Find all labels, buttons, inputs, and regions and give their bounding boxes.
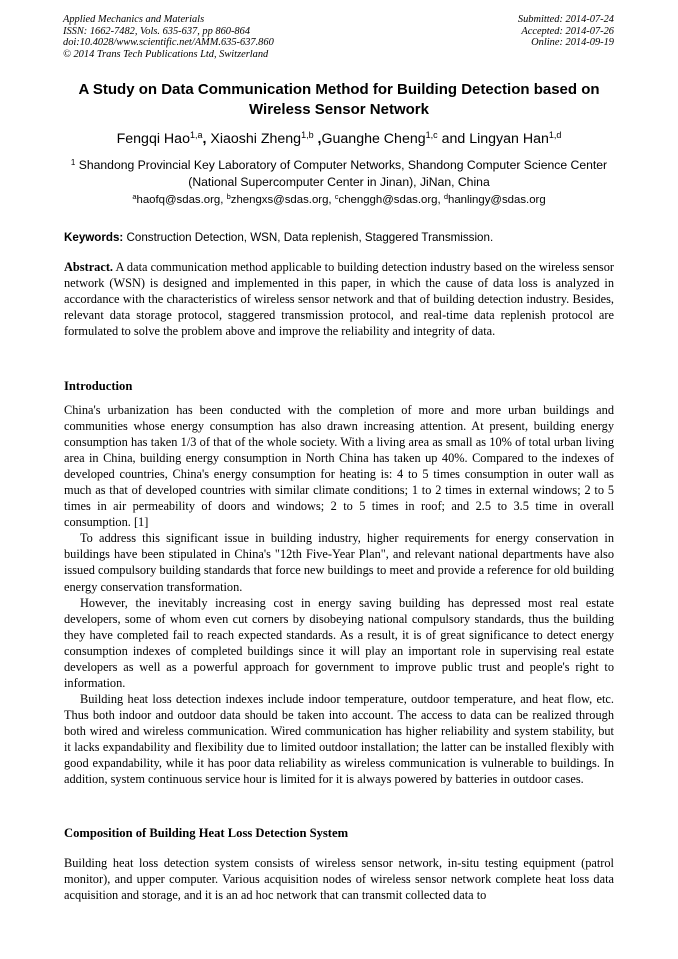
email-address: haofq@sdas.org, xyxy=(136,194,227,206)
section-heading-introduction: Introduction xyxy=(64,379,133,393)
email-mark: c xyxy=(334,192,339,201)
section-heading-composition: Composition of Building Heat Loss Detection System xyxy=(64,826,349,840)
author-separator: and xyxy=(437,131,470,147)
copyright-line: © 2014 Trans Tech Publications Ltd, Switzerland xyxy=(63,48,269,60)
author-name: Fengqi Hao xyxy=(116,131,190,147)
submitted-date: Submitted: 2014-07-24 xyxy=(517,14,614,25)
paper-title: A Study on Data Communication Method for Building Detection based on Wireless Sensor Network xyxy=(78,81,600,118)
paragraph: To address this significant issue in building industry, higher requirements for energy conservation in buildings have been stipulated in China's "12th Five-Year Plan", and relevant national departments have also issued compulsory building standards that force new buildings to meet and provide a reference for old building energy conservation transformation. xyxy=(64,531,614,594)
author-affiliation-mark: 1,c xyxy=(425,130,438,140)
paragraph: Building heat loss detection indexes include indoor temperature, outdoor temperature, and heat flow, etc. Thus both indoor and outdoor data should be taken into account. The access to data can be realized through both wired and wireless communication. Wired communication has higher reliability and system stability, but it lacks expandability and flexibility due to limited outdoor installation; the latter can be installed flexibly with good expandability, while it has poor data reliability as wireless communication is vulnerable to buildings. In addition, system continuous service hour is limited for it is always powered by batteries in outdoor cases. xyxy=(64,691,614,787)
author-name: Xiaoshi Zheng xyxy=(210,131,302,147)
author-name: Lingyan Han xyxy=(469,131,549,147)
composition-body xyxy=(64,855,614,903)
introduction-body xyxy=(64,402,614,787)
affiliation xyxy=(40,157,638,190)
paragraph: China's urbanization has been conducted with the completion of more and more urban buildings and communities whose energy consumption has also drawn increasing attention. At present, building energy consumption has taken 1/3 of that of the whole society. With a living area as small as 10% of total urban living area in China, building energy consumption in North China has taken up 40%. Compared to the indexes of developed countries, China's energy consumption for heating is: 4 to 5 times consumption in outer wall as much as that of developed countries with similar climate conditions; 1 to 2 times in external windows; 2 to 5 times in air permeability of doors and windows; 2 to 5 times in roof; and 2.5 to 3.5 time in overall consumption. [1] xyxy=(64,403,614,530)
publication-dates xyxy=(518,14,614,49)
author-separator: , xyxy=(313,131,322,147)
affiliation-line-1: Shandong Provincial Key Laboratory of Computer Networks, Shandong Computer Science Center xyxy=(75,158,608,172)
email-mark: b xyxy=(226,192,231,201)
journal-name: Applied Mechanics and Materials xyxy=(63,14,205,25)
keywords-text: Construction Detection, WSN, Data replenish, Staggered Transmission. xyxy=(123,231,494,244)
keywords-label: Keywords: xyxy=(64,231,124,244)
author-name: Guanghe Cheng xyxy=(321,131,426,147)
online-date: Online: 2014-09-19 xyxy=(531,37,614,49)
email-address: hanlingy@sdas.org xyxy=(447,194,546,206)
affiliation-line-2: (National Supercomputer Center in Jinan), JiNan, China xyxy=(188,174,490,189)
author-affiliation-mark: 1,a xyxy=(189,130,203,140)
paragraph: However, the inevitably increasing cost in energy saving building has depressed most real estate developers, some of whom even cut corners by disobeying national compulsory standards, thus the building they have completed fail to reach expected standards. As a result, it is of great significance to detect energy consumption indexes of completed buildings since it will play an important role in supervising real estate developers as well as a powerful approach for government to improve public trust and people's right to information. xyxy=(64,595,614,690)
journal-info xyxy=(63,14,274,60)
affiliation-mark: 1 xyxy=(70,158,76,167)
email-address: chenggh@sdas.org, xyxy=(338,194,444,206)
abstract-text: A data communication method applicable to building detection industry based on the wireless sensor network (WSN) is designed and implemented in this paper, in which the cause of data loss is analyzed in accordance with the characteristics of wireless sensor network and that of building detection industry. Besides, relevant data storage protocol, staggered transmission protocol, and real-time data replenish protocol are formulated to solve the problem above and improve the reliability and integrity of data. xyxy=(64,260,614,339)
email-address: zhengxs@sdas.org, xyxy=(230,194,335,206)
keywords xyxy=(64,231,616,245)
email-mark: d xyxy=(443,192,448,201)
issn-line: ISSN: 1662-7482, Vols. 635-637, pp 860-864 xyxy=(63,25,251,37)
paragraph: Building heat loss detection system consists of wireless sensor network, in-situ testing equipment (patrol monitor), and upper computer. Various acquisition nodes of wireless sensor network complete heat loss data acquisition and storage, and it is an ad hoc network that can transmit collected data to xyxy=(64,856,614,903)
email-mark: a xyxy=(132,192,137,201)
author-affiliation-mark: 1,b xyxy=(301,130,314,140)
author-emails xyxy=(40,193,638,207)
abstract xyxy=(64,259,614,339)
author-affiliation-mark: 1,d xyxy=(548,130,562,140)
author-separator: , xyxy=(202,131,211,147)
doi-line: doi:10.4028/www.scientific.net/AMM.635-637.860 xyxy=(63,37,274,49)
accepted-date: Accepted: 2014-07-26 xyxy=(521,25,614,37)
author-list xyxy=(40,130,638,148)
abstract-label: Abstract. xyxy=(64,260,114,274)
